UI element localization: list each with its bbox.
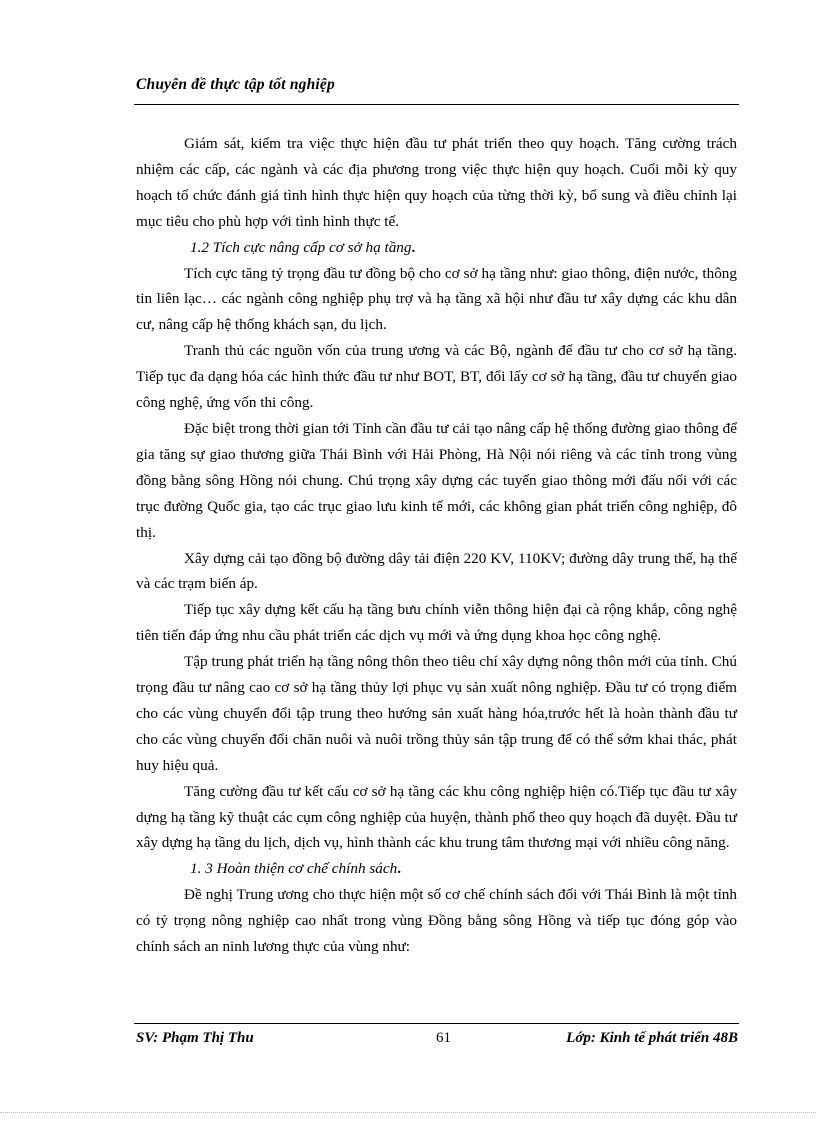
footer-divider [134, 1023, 739, 1024]
bottom-dotted-border [0, 1112, 816, 1113]
paragraph-4: Đặc biệt trong thời gian tới Tỉnh cần đầu tư cải tạo nâng cấp hệ thống đường giao thông để gia tăng sự giao thương giữa Thái Bình với Hải Phòng, Hà Nội nói riêng và các tỉnh trong vùng đồng bằng sông Hồng nói chung. Chú trọng xây dựng các tuyến giao thông mới đấu nối với các trục đường Quốc gia, tạo các trục giao lưu kinh tế mới, các không gian phát triển công nghiệp, đô thị. [136, 419, 737, 541]
paragraph-2: Tích cực tăng tỷ trọng đầu tư đồng bộ cho cơ sở hạ tầng như: giao thông, điện nước, thông tin liên lạc… các ngành công nghiệp phụ trợ và hạ tầng xã hội như đầu tư xây dựng các khu dân cư, nâng cấp hệ thống khách sạn, du lịch. [136, 264, 737, 334]
section-heading-text: 1. 3 Hoàn thiện cơ chế chính sách [190, 860, 398, 878]
header-divider [134, 104, 739, 105]
paragraph-3: Tranh thủ các nguồn vốn của trung ương và các Bộ, ngành để đầu tư cho cơ sở hạ tầng. Tiếp tục đa dạng hóa các hình thức đầu tư như BOT, BT, đổi lấy cơ sở hạ tầng, đầu tư chuyển giao công nghệ, ứng vốn thi công. [136, 342, 737, 412]
section-heading-period: . [397, 860, 401, 878]
header-title: Chuyên đề thực tập tốt nghiệp [136, 76, 335, 93]
paragraph-6: Tiếp tục xây dựng kết cấu hạ tầng bưu chính viễn thông hiện đại cà rộng khắp, công nghệ tiên tiến đáp ứng nhu cầu phát triển các dịch vụ mới và ứng dụng khoa học công nghệ. [136, 601, 737, 645]
section-heading-1-3 [136, 856, 737, 882]
section-heading-text: 1.2 Tích cực nâng cấp cơ sở hạ tầng [190, 238, 412, 256]
page-number: 61 [436, 1030, 451, 1046]
paragraph-1: Giám sát, kiểm tra việc thực hiện đầu tư phát triển theo quy hoạch. Tăng cường trách nhiệm các cấp, các ngành và các địa phương trong việc thực hiện quy hoạch. Cuối mỗi kỳ quy hoạch tổ chức đánh giá tình hình thực hiện quy hoạch của từng thời kỳ, bổ sung và điều chỉnh lại mục tiêu cho phù hợp với tình hình thực tế. [136, 135, 737, 230]
paragraph-9: Đề nghị Trung ương cho thực hiện một số cơ chế chính sách đối với Thái Bình là một tỉnh có tỷ trọng nông nghiệp cao nhất trong vùng Đồng bằng sông Hồng và tiếp tục đóng góp vào chính sách an ninh lương thực của vùng như: [136, 886, 737, 956]
section-heading-1-2 [136, 235, 737, 261]
footer-student: SV: Phạm Thị Thu [136, 1030, 254, 1046]
paragraph-7: Tập trung phát triển hạ tầng nông thôn theo tiêu chí xây dựng nông thôn mới của tỉnh. Chú trọng đầu tư nâng cao cơ sở hạ tầng thủy lợi phục vụ sản xuất nông nghiệp. Đầu tư có trọng điểm cho các vùng chuyển đổi tập trung theo hướng sản xuất hàng hóa,trước hết là hoàn thành đầu tư cho các vùng chuyển đổi chăn nuôi và nuôi trồng thủy sản tập trung để có thể sớm khai thác, phát huy hiệu quả. [136, 653, 737, 774]
body-text [136, 131, 737, 960]
paragraph-8: Tăng cường đầu tư kết cấu cơ sở hạ tầng các khu công nghiệp hiện có.Tiếp tục đầu tư xây dựng hạ tầng kỹ thuật các cụm công nghiệp của huyện, thành phố theo quy hoạch đã duyệt. Đầu tư xây dựng hạ tầng du lịch, dịch vụ, hình thành các khu trung tâm thương mại với nhiều công năng. [136, 782, 737, 852]
footer-class: Lớp: Kinh tế phát triển 48B [566, 1030, 738, 1046]
section-heading-period: . [411, 238, 416, 256]
paragraph-5: Xây dựng cải tạo đồng bộ đường dây tải điện 220 KV, 110KV; đường dây trung thế, hạ thế và các trạm biến áp. [136, 549, 737, 593]
